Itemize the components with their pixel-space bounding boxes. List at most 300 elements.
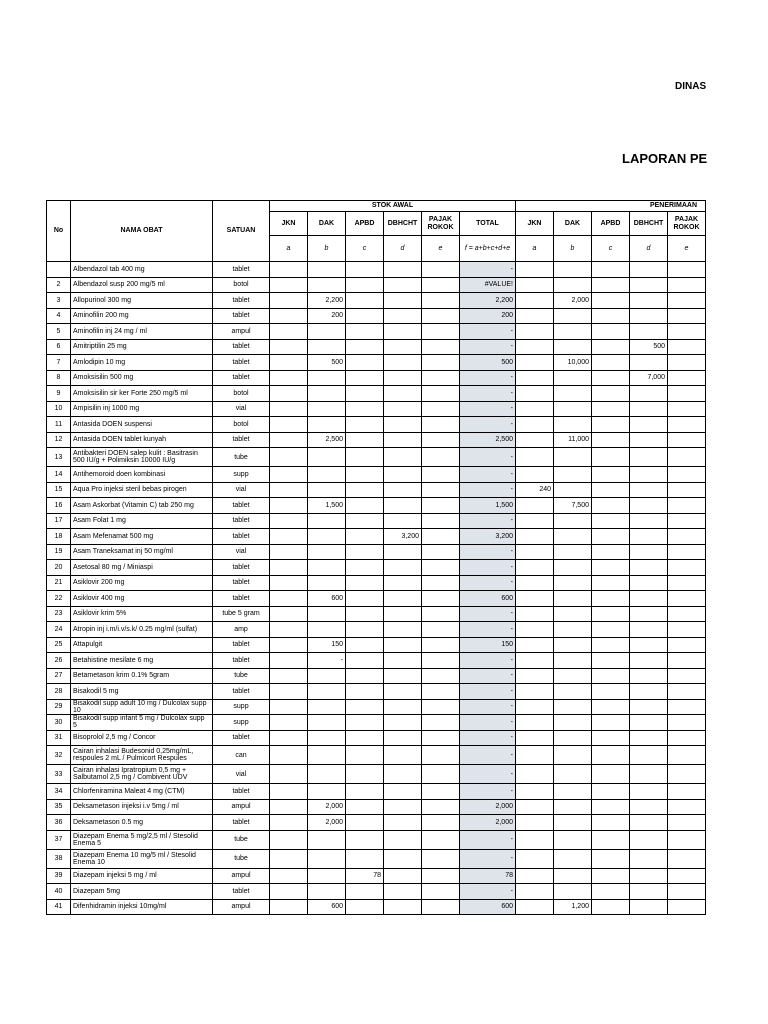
stok-dbhcht-cell — [384, 293, 422, 309]
stok-apbd-cell — [346, 370, 384, 386]
unit-cell: tube — [213, 830, 270, 849]
drug-name-cell: Atropin inj i.m/i.v/s.k/ 0.25 mg/ml (sulfat) — [71, 622, 213, 638]
stok-dak-cell: 2,000 — [308, 799, 346, 815]
stok-apbd-cell — [346, 849, 384, 868]
stok-apbd-cell — [346, 784, 384, 800]
pen-apbd-cell — [592, 575, 630, 591]
stok-dak-cell — [308, 544, 346, 560]
stok-total-cell: - — [460, 746, 516, 765]
stok-apbd-cell — [346, 799, 384, 815]
stok-apbd-cell — [346, 830, 384, 849]
pen-jkn-cell — [516, 653, 554, 669]
table-row — [47, 899, 706, 915]
stok-dak-cell — [308, 730, 346, 746]
stok-total-cell: - — [460, 448, 516, 467]
pen-apbd-cell — [592, 544, 630, 560]
stok-sub-label: f = a+b+c+d+e — [460, 236, 516, 262]
pen-col-pajak-rokok: PAJAK ROKOK — [668, 212, 706, 236]
stok-dak-cell — [308, 746, 346, 765]
pen-pajak-rokok-cell — [668, 529, 706, 545]
unit-cell: tablet — [213, 308, 270, 324]
stok-sub-label: d — [384, 236, 422, 262]
stok-dak-cell — [308, 370, 346, 386]
stok-dbhcht-cell — [384, 262, 422, 278]
stok-dbhcht-cell — [384, 637, 422, 653]
pen-dbhcht-cell — [630, 482, 668, 498]
pen-pajak-rokok-cell — [668, 498, 706, 514]
stok-total-cell: - — [460, 560, 516, 576]
row-no-cell: 24 — [47, 622, 71, 638]
stok-pajak-rokok-cell — [422, 355, 460, 371]
dinas-heading: DINAS — [675, 81, 707, 92]
stok-dak-cell: - — [308, 653, 346, 669]
stok-dbhcht-cell — [384, 513, 422, 529]
row-no-cell: 11 — [47, 417, 71, 433]
row-no-cell: 20 — [47, 560, 71, 576]
stok-total-cell: - — [460, 730, 516, 746]
stok-dak-cell — [308, 684, 346, 700]
pen-dak-cell — [554, 668, 592, 684]
table-row — [47, 637, 706, 653]
table-row — [47, 467, 706, 483]
pen-dak-cell: 7,500 — [554, 498, 592, 514]
drug-name-cell: Antihemoroid doen kombinasi — [71, 467, 213, 483]
table-row — [47, 746, 706, 765]
stok-total-cell: 2,000 — [460, 799, 516, 815]
unit-cell: ampul — [213, 324, 270, 340]
pen-jkn-cell — [516, 498, 554, 514]
stok-jkn-cell — [270, 262, 308, 278]
stok-apbd-cell — [346, 815, 384, 831]
stok-jkn-cell — [270, 849, 308, 868]
pen-dak-cell — [554, 513, 592, 529]
pen-jkn-cell — [516, 765, 554, 784]
pen-jkn-cell — [516, 467, 554, 483]
pen-dbhcht-cell — [630, 784, 668, 800]
pen-pajak-rokok-cell — [668, 467, 706, 483]
pen-dbhcht-cell — [630, 544, 668, 560]
stok-pajak-rokok-cell — [422, 401, 460, 417]
pen-pajak-rokok-cell — [668, 277, 706, 293]
stok-jkn-cell — [270, 765, 308, 784]
stok-pajak-rokok-cell — [422, 513, 460, 529]
pen-jkn-cell — [516, 324, 554, 340]
pen-dbhcht-cell — [630, 467, 668, 483]
stok-dbhcht-cell — [384, 544, 422, 560]
pen-dbhcht-cell — [630, 668, 668, 684]
pen-pajak-rokok-cell — [668, 849, 706, 868]
pen-apbd-cell — [592, 730, 630, 746]
stok-sub-label: e — [422, 236, 460, 262]
stok-jkn-cell — [270, 401, 308, 417]
pen-dak-cell — [554, 401, 592, 417]
stok-total-cell: 3,200 — [460, 529, 516, 545]
pen-pajak-rokok-cell — [668, 765, 706, 784]
table-row — [47, 498, 706, 514]
stok-dak-cell — [308, 513, 346, 529]
stok-dak-cell — [308, 699, 346, 715]
stok-pajak-rokok-cell — [422, 699, 460, 715]
pen-pajak-rokok-cell — [668, 830, 706, 849]
stok-pajak-rokok-cell — [422, 324, 460, 340]
pen-pajak-rokok-cell — [668, 815, 706, 831]
drug-name-cell: Allopurinol 300 mg — [71, 293, 213, 309]
stok-jkn-cell — [270, 498, 308, 514]
unit-cell: can — [213, 746, 270, 765]
unit-cell: tablet — [213, 730, 270, 746]
pen-dbhcht-cell — [630, 830, 668, 849]
pen-dbhcht-cell — [630, 308, 668, 324]
pen-jkn-cell — [516, 830, 554, 849]
col-nama-header: NAMA OBAT — [71, 201, 213, 262]
pen-dak-cell — [554, 370, 592, 386]
stok-dak-cell — [308, 339, 346, 355]
stok-total-cell: - — [460, 715, 516, 731]
pen-jkn-cell — [516, 899, 554, 915]
stok-apbd-cell — [346, 591, 384, 607]
drug-name-cell: Cairan inhalasi Ipratropium 0,5 mg + Salbutamol 2,5 mg / Combivent UDV — [71, 765, 213, 784]
row-no-cell: 28 — [47, 684, 71, 700]
stok-pajak-rokok-cell — [422, 849, 460, 868]
pen-dak-cell — [554, 308, 592, 324]
stok-dbhcht-cell — [384, 606, 422, 622]
pen-dbhcht-cell — [630, 560, 668, 576]
stok-dbhcht-cell — [384, 653, 422, 669]
pen-dbhcht-cell — [630, 849, 668, 868]
stok-total-cell: - — [460, 262, 516, 278]
pen-sub-label: e — [668, 236, 706, 262]
stok-dak-cell — [308, 262, 346, 278]
stok-col-total: TOTAL — [460, 212, 516, 236]
stok-dak-cell — [308, 401, 346, 417]
row-no-cell: 40 — [47, 884, 71, 900]
drug-name-cell: Attapulgit — [71, 637, 213, 653]
pen-dak-cell — [554, 730, 592, 746]
pen-dak-cell — [554, 417, 592, 433]
table-row — [47, 884, 706, 900]
stok-jkn-cell — [270, 830, 308, 849]
report-title: LAPORAN PE — [622, 151, 708, 166]
pen-pajak-rokok-cell — [668, 308, 706, 324]
table-row — [47, 513, 706, 529]
pen-dak-cell — [554, 653, 592, 669]
stok-dak-cell — [308, 324, 346, 340]
pen-jkn-cell — [516, 849, 554, 868]
drug-name-cell: Cairan inhalasi Budesonid 0,25mg/mL, respoules 2 mL / Pulmicort Respules — [71, 746, 213, 765]
stok-total-cell: - — [460, 884, 516, 900]
unit-cell: tablet — [213, 560, 270, 576]
stok-dbhcht-cell — [384, 849, 422, 868]
pen-dak-cell — [554, 606, 592, 622]
table-row — [47, 386, 706, 402]
stok-apbd-cell — [346, 482, 384, 498]
stok-dak-cell — [308, 417, 346, 433]
pen-dak-cell — [554, 544, 592, 560]
drug-name-cell: Asam Askorbat (Vitamin C) tab 250 mg — [71, 498, 213, 514]
pen-apbd-cell — [592, 784, 630, 800]
row-no-cell: 19 — [47, 544, 71, 560]
row-no-cell: 30 — [47, 715, 71, 731]
stok-jkn-cell — [270, 417, 308, 433]
unit-cell: tablet — [213, 784, 270, 800]
stok-sub-label: a — [270, 236, 308, 262]
table-row — [47, 606, 706, 622]
pen-dbhcht-cell — [630, 513, 668, 529]
stok-total-cell: 600 — [460, 899, 516, 915]
pen-apbd-cell — [592, 432, 630, 448]
pen-apbd-cell — [592, 765, 630, 784]
pen-jkn-cell — [516, 699, 554, 715]
pen-jkn-cell — [516, 575, 554, 591]
stok-dak-cell: 2,500 — [308, 432, 346, 448]
pen-jkn-cell — [516, 544, 554, 560]
row-no-cell: 3 — [47, 293, 71, 309]
table-row — [47, 830, 706, 849]
stok-total-cell: 150 — [460, 637, 516, 653]
pen-apbd-cell — [592, 668, 630, 684]
stok-pajak-rokok-cell — [422, 386, 460, 402]
stok-apbd-cell — [346, 575, 384, 591]
stok-total-cell: - — [460, 765, 516, 784]
drug-name-cell: Amlodipin 10 mg — [71, 355, 213, 371]
drug-name-cell: Difenhidramin injeksi 10mg/ml — [71, 899, 213, 915]
stok-apbd-cell — [346, 355, 384, 371]
stok-dbhcht-cell — [384, 784, 422, 800]
pen-dbhcht-cell — [630, 730, 668, 746]
stok-dbhcht-cell — [384, 448, 422, 467]
pen-dbhcht-cell — [630, 324, 668, 340]
row-no-cell: 26 — [47, 653, 71, 669]
pen-pajak-rokok-cell — [668, 668, 706, 684]
stok-pajak-rokok-cell — [422, 668, 460, 684]
row-no-cell: 2 — [47, 277, 71, 293]
stok-pajak-rokok-cell — [422, 529, 460, 545]
drug-name-cell: Albendazol tab 400 mg — [71, 262, 213, 278]
pen-pajak-rokok-cell — [668, 575, 706, 591]
table-row — [47, 622, 706, 638]
stok-apbd-cell — [346, 339, 384, 355]
stok-total-cell: 2,200 — [460, 293, 516, 309]
pen-jkn-cell — [516, 784, 554, 800]
stok-dak-cell: 500 — [308, 355, 346, 371]
stok-apbd-cell — [346, 684, 384, 700]
pen-dbhcht-cell — [630, 699, 668, 715]
stok-dbhcht-cell — [384, 868, 422, 884]
pen-dbhcht-cell — [630, 575, 668, 591]
stok-apbd-cell — [346, 715, 384, 731]
drug-name-cell: Diazepam Enema 10 mg/5 ml / Stesolid Enema 10 — [71, 849, 213, 868]
stok-dak-cell — [308, 622, 346, 638]
stok-jkn-cell — [270, 884, 308, 900]
stok-dbhcht-cell — [384, 401, 422, 417]
unit-cell: tablet — [213, 293, 270, 309]
row-no-cell: 39 — [47, 868, 71, 884]
row-no-cell: 13 — [47, 448, 71, 467]
pen-dak-cell — [554, 591, 592, 607]
stok-pajak-rokok-cell — [422, 830, 460, 849]
stok-dak-cell: 150 — [308, 637, 346, 653]
stok-dbhcht-cell — [384, 575, 422, 591]
unit-cell: supp — [213, 699, 270, 715]
pen-dak-cell — [554, 277, 592, 293]
unit-cell: tube — [213, 668, 270, 684]
stok-dak-cell — [308, 448, 346, 467]
pen-dbhcht-cell — [630, 606, 668, 622]
pen-pajak-rokok-cell — [668, 684, 706, 700]
stok-pajak-rokok-cell — [422, 467, 460, 483]
pen-apbd-cell — [592, 606, 630, 622]
pen-dbhcht-cell — [630, 591, 668, 607]
pen-dak-cell — [554, 849, 592, 868]
pen-dak-cell — [554, 699, 592, 715]
pen-dbhcht-cell: 7,000 — [630, 370, 668, 386]
stok-total-cell: - — [460, 513, 516, 529]
stok-total-cell: - — [460, 699, 516, 715]
drug-name-cell: Aminofilin 200 mg — [71, 308, 213, 324]
table-row — [47, 262, 706, 278]
stok-apbd-cell — [346, 560, 384, 576]
pen-dak-cell: 2,000 — [554, 293, 592, 309]
table-row — [47, 560, 706, 576]
stok-dbhcht-cell — [384, 498, 422, 514]
col-no-header: No — [47, 201, 71, 262]
pen-dak-cell — [554, 799, 592, 815]
stok-jkn-cell — [270, 386, 308, 402]
pen-jkn-cell — [516, 277, 554, 293]
table-row — [47, 653, 706, 669]
stok-dbhcht-cell — [384, 386, 422, 402]
pen-dak-cell — [554, 684, 592, 700]
unit-cell: tube — [213, 849, 270, 868]
stok-pajak-rokok-cell — [422, 560, 460, 576]
stok-sub-label: b — [308, 236, 346, 262]
pen-dak-cell — [554, 324, 592, 340]
table-row — [47, 849, 706, 868]
stok-pajak-rokok-cell — [422, 784, 460, 800]
stok-apbd-cell — [346, 668, 384, 684]
stok-dbhcht-cell — [384, 815, 422, 831]
pen-jkn-cell — [516, 386, 554, 402]
pen-jkn-cell — [516, 308, 554, 324]
stok-pajak-rokok-cell — [422, 684, 460, 700]
stok-apbd-cell — [346, 417, 384, 433]
pen-pajak-rokok-cell — [668, 799, 706, 815]
stok-total-cell: - — [460, 339, 516, 355]
unit-cell: ampul — [213, 899, 270, 915]
penerimaan-header: PENERIMAAN — [516, 201, 706, 212]
drug-name-cell: Asam Traneksamat inj 50 mg/ml — [71, 544, 213, 560]
stok-total-cell: - — [460, 830, 516, 849]
stok-apbd-cell — [346, 386, 384, 402]
stok-apbd-cell — [346, 432, 384, 448]
pen-jkn-cell — [516, 560, 554, 576]
pen-jkn-cell — [516, 868, 554, 884]
pen-pajak-rokok-cell — [668, 653, 706, 669]
stok-jkn-cell — [270, 467, 308, 483]
drug-name-cell: Deksametason 0.5 mg — [71, 815, 213, 831]
row-no-cell: 6 — [47, 339, 71, 355]
stok-dbhcht-cell — [384, 730, 422, 746]
row-no-cell: 10 — [47, 401, 71, 417]
pen-dak-cell — [554, 386, 592, 402]
row-no-cell: 41 — [47, 899, 71, 915]
pen-dak-cell — [554, 765, 592, 784]
pen-dak-cell — [554, 622, 592, 638]
stok-total-cell: - — [460, 370, 516, 386]
pen-dak-cell — [554, 868, 592, 884]
pen-pajak-rokok-cell — [668, 622, 706, 638]
stok-pajak-rokok-cell — [422, 637, 460, 653]
stok-apbd-cell — [346, 637, 384, 653]
pen-dak-cell: 1,200 — [554, 899, 592, 915]
pen-apbd-cell — [592, 899, 630, 915]
pen-apbd-cell — [592, 560, 630, 576]
stok-apbd-cell — [346, 467, 384, 483]
stok-apbd-cell — [346, 730, 384, 746]
unit-cell: tablet — [213, 884, 270, 900]
stok-dak-cell — [308, 482, 346, 498]
pen-apbd-cell — [592, 884, 630, 900]
stok-pajak-rokok-cell — [422, 591, 460, 607]
stok-dbhcht-cell — [384, 765, 422, 784]
unit-cell: tablet — [213, 498, 270, 514]
table-row — [47, 575, 706, 591]
pen-pajak-rokok-cell — [668, 355, 706, 371]
pen-apbd-cell — [592, 467, 630, 483]
stok-pajak-rokok-cell — [422, 606, 460, 622]
drug-name-cell: Aqua Pro injeksi steril bebas pirogen — [71, 482, 213, 498]
unit-cell: tablet — [213, 355, 270, 371]
drug-name-cell: Diazepam Enema 5 mg/2,5 ml / Stesolid Enema 5 — [71, 830, 213, 849]
pen-pajak-rokok-cell — [668, 715, 706, 731]
pen-dak-cell — [554, 715, 592, 731]
pen-apbd-cell — [592, 830, 630, 849]
pen-jkn-cell — [516, 684, 554, 700]
stok-jkn-cell — [270, 339, 308, 355]
stok-jkn-cell — [270, 637, 308, 653]
drug-name-cell: Asam Folat 1 mg — [71, 513, 213, 529]
unit-cell: tablet — [213, 653, 270, 669]
stok-dak-cell — [308, 560, 346, 576]
stok-dbhcht-cell — [384, 432, 422, 448]
stok-pajak-rokok-cell — [422, 815, 460, 831]
stok-total-cell: 2,500 — [460, 432, 516, 448]
pen-dbhcht-cell — [630, 684, 668, 700]
stok-total-cell: - — [460, 386, 516, 402]
pen-col-apbd: APBD — [592, 212, 630, 236]
stok-total-cell: - — [460, 622, 516, 638]
stok-dbhcht-cell — [384, 884, 422, 900]
table-row — [47, 401, 706, 417]
drug-name-cell: Antasida DOEN tablet kunyah — [71, 432, 213, 448]
stok-jkn-cell — [270, 606, 308, 622]
pen-dbhcht-cell — [630, 498, 668, 514]
pen-apbd-cell — [592, 482, 630, 498]
pen-pajak-rokok-cell — [668, 784, 706, 800]
table-row — [47, 529, 706, 545]
pen-dbhcht-cell — [630, 815, 668, 831]
row-no-cell: 38 — [47, 849, 71, 868]
stok-dak-cell: 200 — [308, 308, 346, 324]
stok-jkn-cell — [270, 370, 308, 386]
table-row — [47, 370, 706, 386]
stok-apbd-cell — [346, 606, 384, 622]
drug-stock-table — [46, 200, 706, 915]
table-row — [47, 799, 706, 815]
unit-cell: vial — [213, 482, 270, 498]
pen-apbd-cell — [592, 355, 630, 371]
stok-apbd-cell — [346, 262, 384, 278]
